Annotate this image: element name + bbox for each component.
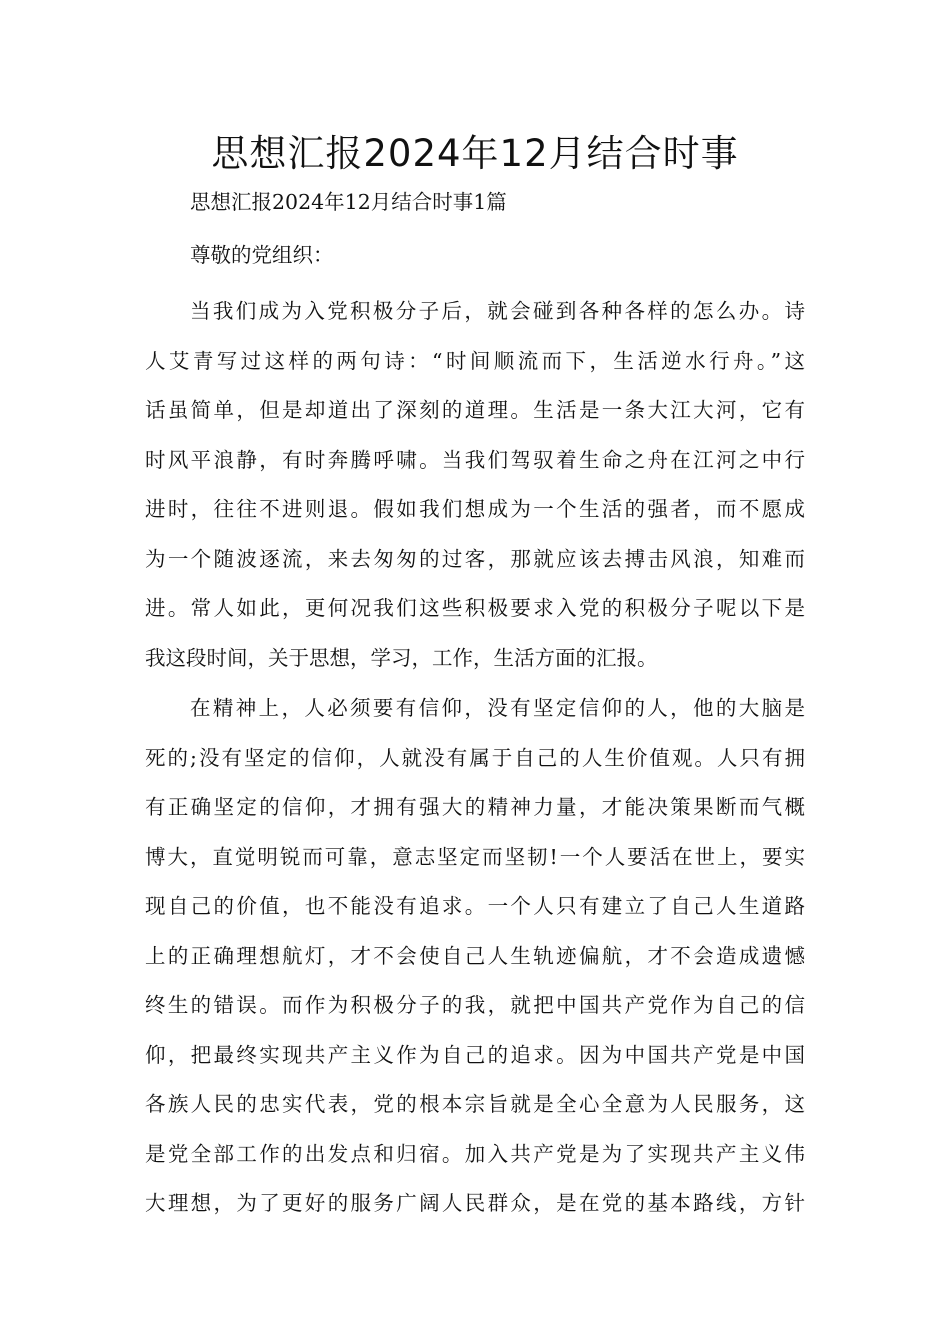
paragraph-line: 为一个随波逐流，来去匆匆的过客，那就应该去搏击风浪，知难而: [145, 546, 805, 571]
paragraph-line: 进时，往往不进则退。假如我们想成为一个生活的强者，而不愿成: [145, 497, 805, 521]
paragraph-line: 大理想，为了更好的服务广阔人民群众，是在党的基本路线，方针: [145, 1191, 805, 1215]
paragraph-line: 现自己的价值，也不能没有追求。一个人只有建立了自己人生道路: [145, 894, 805, 918]
paragraph-1: [145, 287, 805, 683]
paragraph-line: 上的正确理想航灯，才不会使自己人生轨迹偏航，才不会造成遗憾: [145, 943, 805, 968]
paragraph-line: 进。常人如此，更何况我们这些积极要求入党的积极分子呢以下是: [145, 596, 805, 620]
paragraph-2: [145, 684, 805, 1229]
paragraph-line: 人艾青写过这样的两句诗：“时间顺流而下，生活逆水行舟。”这: [145, 348, 805, 373]
paragraph-line: 话虽简单，但是却道出了深刻的道理。生活是一条大江大河，它有: [145, 398, 805, 422]
paragraph-line: 博大，直觉明锐而可靠，意志坚定而坚韧!一个人要活在世上，要实: [145, 844, 805, 869]
paragraph-line: 死的;没有坚定的信仰，人就没有属于自己的人生价值观。人只有拥: [145, 745, 805, 770]
paragraph-line: 我这段时间，关于思想，学习，工作，生活方面的汇报。: [145, 645, 658, 670]
paragraph-line: 终生的错误。而作为积极分子的我，就把中国共产党作为自己的信: [145, 993, 805, 1017]
document-title: 思想汇报2024年12月结合时事: [211, 132, 739, 175]
paragraph-line: 时风平浪静，有时奔腾呼啸。当我们驾驭着生命之舟在江河之中行: [145, 447, 805, 472]
paragraph-line: 当我们成为入党积极分子后，就会碰到各种各样的怎么办。诗: [190, 299, 805, 323]
paragraph-line: 有正确坚定的信仰，才拥有强大的精神力量，才能决策果断而气概: [145, 795, 805, 819]
document-subtitle: 思想汇报2024年12月结合时事1篇: [190, 190, 507, 214]
paragraph-line: 在精神上，人必须要有信仰，没有坚定信仰的人，他的大脑是: [190, 696, 805, 720]
paragraph-line: 是党全部工作的出发点和归宿。加入共产党是为了实现共产主义伟: [145, 1141, 805, 1166]
salutation: 尊敬的党组织：: [190, 243, 334, 267]
paragraph-line: 仰，把最终实现共产主义作为自己的追求。因为中国共产党是中国: [145, 1042, 805, 1067]
paragraph-line: 各族人民的忠实代表，党的根本宗旨就是全心全意为人民服务，这: [145, 1092, 805, 1116]
